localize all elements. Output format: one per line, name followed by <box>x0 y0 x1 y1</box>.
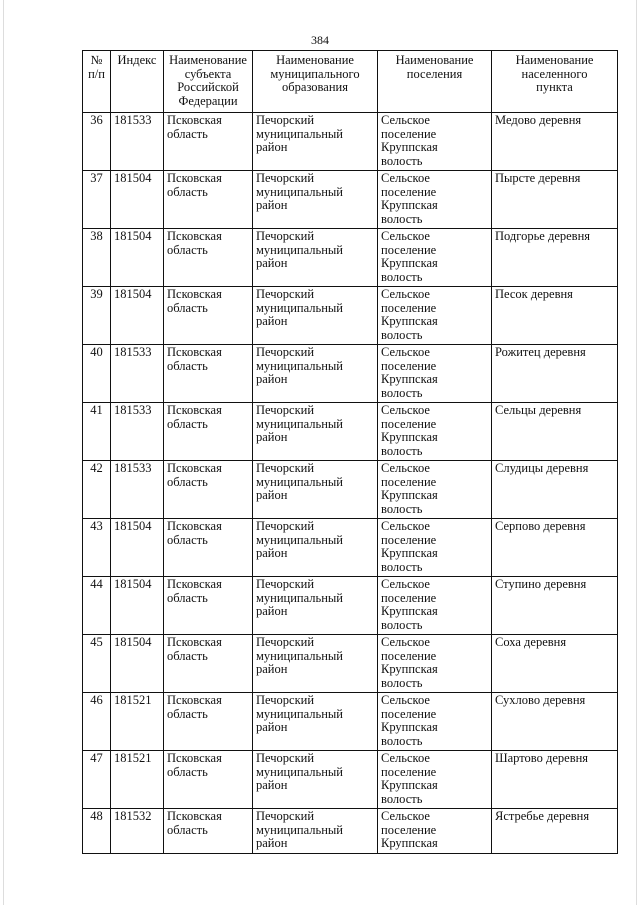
cell-settlement: Сельское поселение Круппская волость <box>378 751 492 809</box>
cell-subject: Псковская область <box>164 693 253 751</box>
cell-number: 46 <box>83 693 111 751</box>
settlements-table <box>82 50 618 854</box>
table-row <box>83 403 618 461</box>
cell-municipality: Печорский муниципальный район <box>253 171 378 229</box>
cell-subject: Псковская область <box>164 345 253 403</box>
table-row <box>83 693 618 751</box>
cell-subject: Псковская область <box>164 461 253 519</box>
cell-subject: Псковская область <box>164 171 253 229</box>
cell-settlement: Сельское поселение Круппская волость <box>378 693 492 751</box>
cell-index: 181533 <box>111 113 164 171</box>
cell-municipality: Печорский муниципальный район <box>253 519 378 577</box>
cell-subject: Псковская область <box>164 519 253 577</box>
cell-subject: Псковская область <box>164 287 253 345</box>
cell-number: 47 <box>83 751 111 809</box>
header-number: № п/п <box>83 51 111 113</box>
cell-locality: Серпово деревня <box>492 519 618 577</box>
cell-locality: Шартово деревня <box>492 751 618 809</box>
table-row <box>83 635 618 693</box>
cell-index: 181504 <box>111 229 164 287</box>
table-row <box>83 577 618 635</box>
cell-index: 181521 <box>111 693 164 751</box>
cell-settlement: Сельское поселение Круппская волость <box>378 287 492 345</box>
cell-number: 41 <box>83 403 111 461</box>
cell-municipality: Печорский муниципальный район <box>253 287 378 345</box>
cell-index: 181521 <box>111 751 164 809</box>
cell-index: 181504 <box>111 171 164 229</box>
cell-settlement: Сельское поселение Круппская волость <box>378 519 492 577</box>
cell-settlement: Сельское поселение Круппская <box>378 809 492 854</box>
table-row <box>83 287 618 345</box>
cell-number: 43 <box>83 519 111 577</box>
cell-index: 181533 <box>111 403 164 461</box>
cell-locality: Песок деревня <box>492 287 618 345</box>
table-row <box>83 809 618 854</box>
table-row <box>83 113 618 171</box>
cell-subject: Псковская область <box>164 751 253 809</box>
cell-number: 45 <box>83 635 111 693</box>
cell-municipality: Печорский муниципальный район <box>253 403 378 461</box>
cell-number: 37 <box>83 171 111 229</box>
header-locality: Наименование населенного пункта <box>492 51 618 113</box>
table-row <box>83 751 618 809</box>
cell-locality: Сухлово деревня <box>492 693 618 751</box>
page-number: 384 <box>311 33 329 47</box>
cell-locality: Ступино деревня <box>492 577 618 635</box>
cell-number: 36 <box>83 113 111 171</box>
cell-number: 44 <box>83 577 111 635</box>
cell-municipality: Печорский муниципальный район <box>253 229 378 287</box>
cell-locality: Пырсте деревня <box>492 171 618 229</box>
cell-settlement: Сельское поселение Круппская волость <box>378 403 492 461</box>
cell-municipality: Печорский муниципальный район <box>253 461 378 519</box>
cell-settlement: Сельское поселение Круппская волость <box>378 113 492 171</box>
cell-number: 40 <box>83 345 111 403</box>
cell-locality: Рожитец деревня <box>492 345 618 403</box>
cell-settlement: Сельское поселение Круппская волость <box>378 345 492 403</box>
cell-subject: Псковская область <box>164 577 253 635</box>
cell-municipality: Печорский муниципальный район <box>253 751 378 809</box>
header-municipality: Наименование муниципального образования <box>253 51 378 113</box>
cell-locality: Ястребье деревня <box>492 809 618 854</box>
table-row <box>83 345 618 403</box>
scan-edge-right <box>636 0 637 905</box>
cell-number: 48 <box>83 809 111 854</box>
cell-municipality: Печорский муниципальный район <box>253 113 378 171</box>
header-settlement: Наименование поселения <box>378 51 492 113</box>
cell-locality: Слудицы деревня <box>492 461 618 519</box>
table-body <box>83 113 618 854</box>
cell-settlement: Сельское поселение Круппская волость <box>378 171 492 229</box>
cell-locality: Сельцы деревня <box>492 403 618 461</box>
table-row <box>83 229 618 287</box>
cell-subject: Псковская область <box>164 809 253 854</box>
cell-locality: Медово деревня <box>492 113 618 171</box>
cell-number: 42 <box>83 461 111 519</box>
table-header-row <box>83 51 618 113</box>
cell-locality: Соха деревня <box>492 635 618 693</box>
cell-index: 181504 <box>111 577 164 635</box>
table-row <box>83 171 618 229</box>
header-subject: Наименование субъекта Российской Федерации <box>164 51 253 113</box>
cell-settlement: Сельское поселение Круппская волость <box>378 229 492 287</box>
cell-subject: Псковская область <box>164 229 253 287</box>
cell-settlement: Сельское поселение Круппская волость <box>378 635 492 693</box>
cell-municipality: Печорский муниципальный район <box>253 809 378 854</box>
cell-settlement: Сельское поселение Круппская волость <box>378 461 492 519</box>
cell-number: 38 <box>83 229 111 287</box>
cell-municipality: Печорский муниципальный район <box>253 577 378 635</box>
scan-edge-left <box>3 0 4 905</box>
cell-settlement: Сельское поселение Круппская волость <box>378 577 492 635</box>
cell-index: 181504 <box>111 519 164 577</box>
cell-index: 181532 <box>111 809 164 854</box>
cell-number: 39 <box>83 287 111 345</box>
header-index: Индекс <box>111 51 164 113</box>
cell-index: 181533 <box>111 461 164 519</box>
cell-locality: Подгорье деревня <box>492 229 618 287</box>
table-row <box>83 519 618 577</box>
cell-subject: Псковская область <box>164 635 253 693</box>
cell-index: 181504 <box>111 287 164 345</box>
cell-index: 181504 <box>111 635 164 693</box>
cell-subject: Псковская область <box>164 113 253 171</box>
cell-municipality: Печорский муниципальный район <box>253 635 378 693</box>
table-row <box>83 461 618 519</box>
cell-subject: Псковская область <box>164 403 253 461</box>
cell-municipality: Печорский муниципальный район <box>253 345 378 403</box>
cell-municipality: Печорский муниципальный район <box>253 693 378 751</box>
cell-index: 181533 <box>111 345 164 403</box>
